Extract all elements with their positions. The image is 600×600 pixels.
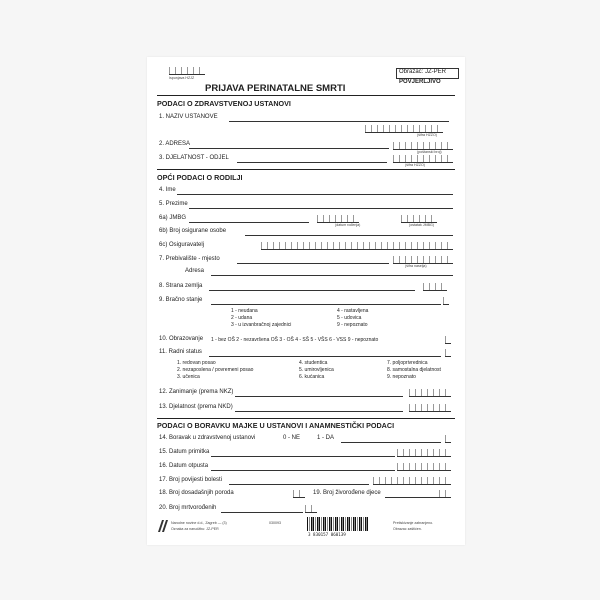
- field-6b-label: 6b) Broj osigurane osobe: [159, 228, 227, 234]
- footer-order-mark: Oznaka za narudžbu: JZ-PER: [171, 527, 219, 531]
- field-12-input[interactable]: [235, 396, 403, 397]
- field-20-line: [221, 512, 303, 513]
- field-9-label: 9. Bračno stanje: [159, 297, 203, 303]
- field-7-address-label: Adresa: [185, 268, 205, 274]
- hzjz-cells[interactable]: [169, 67, 205, 75]
- footer-number: 030093: [269, 521, 281, 525]
- field-1-note: (šifra HZZO): [417, 133, 437, 137]
- field-3-code-cells[interactable]: [393, 155, 453, 163]
- work-6: 6. kućanica: [299, 374, 325, 380]
- field-6a-note1: (datum rođenja): [335, 223, 361, 227]
- field-17-cells[interactable]: [373, 477, 451, 485]
- marital-2: 2 - udana: [231, 315, 253, 321]
- section2-rule: [157, 169, 455, 170]
- work-9: 9. nepoznato: [387, 374, 416, 380]
- field-11-label: 11. Radni status: [159, 349, 202, 355]
- field-16-line: [211, 470, 395, 471]
- field-19-label: 19. Broj živorođene djece: [313, 490, 381, 496]
- work-1: 1. redovan posao: [177, 360, 216, 366]
- work-7: 7. poljoprivrednica: [387, 360, 428, 366]
- form-code: Obrazac: JZ-PER: [399, 69, 447, 75]
- field-13-code-cells[interactable]: [409, 404, 451, 412]
- work-3: 3. učenica: [177, 374, 200, 380]
- field-2-input[interactable]: [189, 148, 389, 149]
- marital-5: 5 - udovica: [337, 315, 362, 321]
- field-17-line: [229, 484, 369, 485]
- field-1-label: 1. NAZIV USTANOVE: [159, 114, 218, 120]
- field-8-code-cells[interactable]: [423, 283, 447, 291]
- section3-rule: [157, 418, 455, 419]
- field-14-code-cell[interactable]: [445, 435, 451, 443]
- footer-copyright-2: Obrazac zaštićen.: [393, 527, 422, 531]
- field-19-line: [385, 497, 439, 498]
- title-rule: [157, 95, 455, 96]
- field-1-input[interactable]: [229, 121, 449, 122]
- field-10-code-cell[interactable]: [445, 336, 451, 344]
- field-4-label: 4. Ime: [159, 187, 176, 193]
- work-8: 8. samostalna djelatnost: [387, 367, 441, 373]
- confidential-label: POVJERLJIVO: [399, 79, 441, 85]
- field-6c-cells[interactable]: [261, 242, 453, 250]
- field-13-input[interactable]: [235, 411, 403, 412]
- field-6c-label: 6c) Osiguravatelj: [159, 242, 205, 248]
- field-16-label: 16. Datum otpusta: [159, 463, 209, 469]
- field-6a-note2: (ostatak JMBG): [409, 223, 434, 227]
- field-18-cells[interactable]: [293, 490, 305, 498]
- field-20-label: 20. Broj mrtvorođenih: [159, 505, 217, 511]
- field-7-note: (šifra naselja): [405, 264, 427, 268]
- field-1-code-cells[interactable]: [365, 125, 443, 133]
- field-2-note: (poštanski broj): [417, 150, 442, 154]
- footer-copyright-1: Pretiskivanje zabranjeno.: [393, 521, 434, 525]
- work-4: 4. studentica: [299, 360, 328, 366]
- field-6b-input[interactable]: [245, 235, 453, 236]
- field-18-label: 18. Broj dosadašnjih poroda: [159, 490, 234, 496]
- barcode: [307, 517, 369, 531]
- hzjz-label: Ispunjava HZJZ: [169, 76, 195, 80]
- work-2: 2. nezaposlena / povremeni posao: [177, 367, 254, 373]
- field-14-line: [341, 442, 441, 443]
- field-11-line: [209, 356, 441, 357]
- field-12-code-cells[interactable]: [409, 389, 451, 397]
- field-14-option-0: 0 - NE: [283, 435, 301, 441]
- field-15-label: 15. Datum primitka: [159, 449, 210, 455]
- field-10-label: 10. Obrazovanje: [159, 336, 204, 342]
- field-6a-rest-cells[interactable]: [401, 215, 437, 223]
- field-7-address-input[interactable]: [211, 275, 453, 276]
- marital-1: 1 - neudana: [231, 308, 258, 314]
- field-7-input[interactable]: [237, 263, 389, 264]
- form-sheet: [147, 57, 465, 545]
- education-options: 1 - bez OŠ 2 - nezavršena OŠ 3 - OŠ 4 - SŠ 5 - VŠS 6 - VSS 9 - nepoznato: [211, 337, 379, 343]
- field-3-note: (šifra HZZO): [405, 163, 425, 167]
- field-15-line: [211, 456, 395, 457]
- field-5-label: 5. Prezime: [159, 201, 188, 207]
- marital-4: 4 - rastavljena: [337, 308, 369, 314]
- field-3-input[interactable]: [237, 162, 387, 163]
- field-4-input[interactable]: [177, 194, 453, 195]
- field-15-date-cells[interactable]: [397, 449, 451, 457]
- section3-title: PODACI O BORAVKU MAJKE U USTANOVI I ANAMNESTIČKI PODACI: [157, 421, 395, 430]
- field-7-label: 7. Prebivalište - mjesto: [159, 256, 220, 262]
- field-3-label: 3. DJELATNOST - ODJEL: [159, 155, 229, 161]
- field-13-label: 13. Djelatnost (prema NKD): [159, 404, 233, 410]
- field-6a-label: 6a) JMBG: [159, 215, 187, 221]
- work-5: 5. umirovljenica: [299, 367, 334, 373]
- field-16-date-cells[interactable]: [397, 463, 451, 471]
- publisher-logo-icon: [158, 520, 169, 532]
- footer-publisher: Narodne novine d.d., Zagreb — (3): [171, 521, 227, 525]
- field-9-code-cell[interactable]: [443, 297, 449, 305]
- barcode-text: 3 830157 060139: [308, 532, 346, 537]
- field-12-label: 12. Zanimanje (prema NKZ): [159, 389, 234, 395]
- field-5-input[interactable]: [189, 208, 453, 209]
- field-11-code-cell[interactable]: [445, 349, 451, 357]
- field-14-option-1: 1 - DA: [317, 435, 335, 441]
- field-8-label: 8. Strana zemlja: [159, 283, 203, 289]
- field-14-label: 14. Boravak u zdravstvenoj ustanovi: [159, 435, 256, 441]
- marital-9: 9 - nepoznato: [337, 322, 368, 328]
- field-6a-line: [189, 222, 309, 223]
- section1-title: PODACI O ZDRAVSTVENOJ USTANOVI: [157, 99, 291, 108]
- field-2-label: 2. ADRESA: [159, 141, 191, 147]
- field-2-code-cells[interactable]: [393, 142, 453, 150]
- field-9-line: [211, 304, 441, 305]
- field-8-input[interactable]: [209, 290, 415, 291]
- form-title: PRIJAVA PERINATALNE SMRTI: [205, 83, 346, 94]
- field-19-cells[interactable]: [439, 490, 451, 498]
- field-6a-date-cells[interactable]: [317, 215, 359, 223]
- section2-title: OPĆI PODACI O RODILJI: [157, 173, 243, 182]
- marital-3: 3 - u izvanbračnoj zajednici: [231, 322, 292, 328]
- field-7-code-cells[interactable]: [393, 256, 453, 264]
- field-20-cells[interactable]: [305, 505, 317, 513]
- field-17-label: 17. Broj povijesti bolesti: [159, 477, 223, 483]
